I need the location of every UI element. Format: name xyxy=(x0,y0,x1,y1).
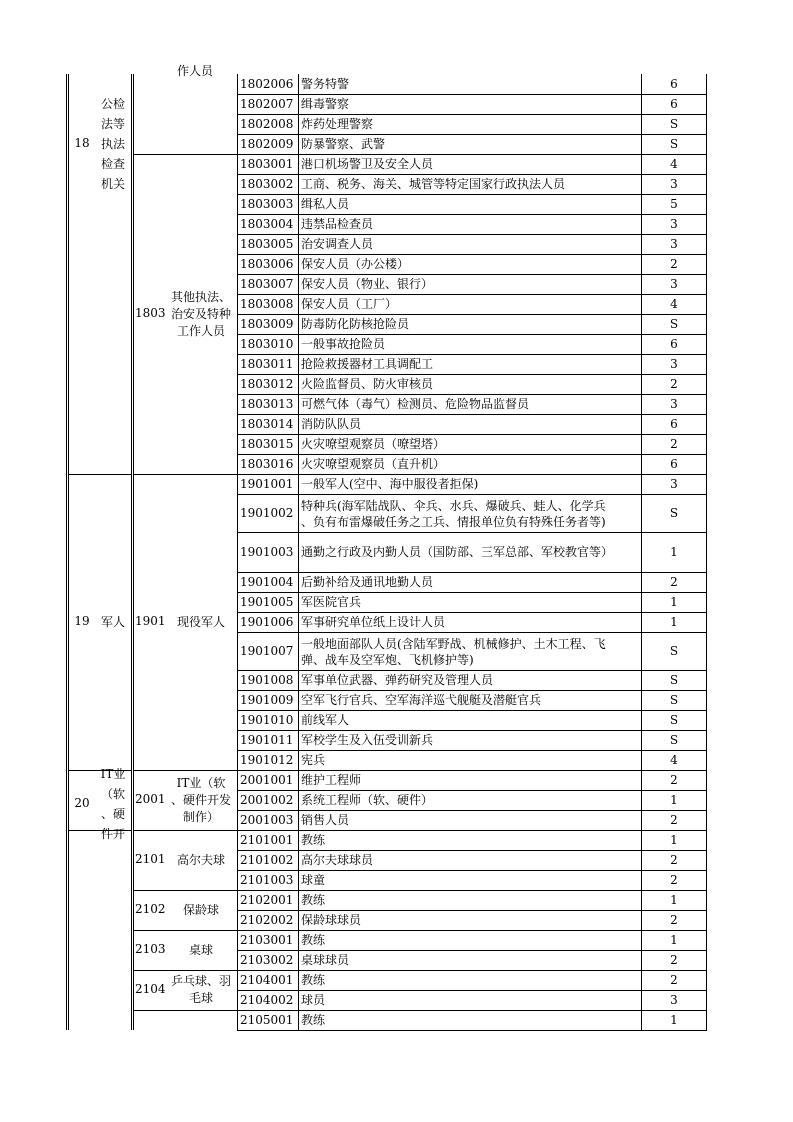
row-level: 1 xyxy=(670,832,678,847)
row-code: 1901009 xyxy=(240,692,294,707)
subcategory-divider xyxy=(133,830,238,831)
row-line xyxy=(237,434,707,435)
subcategory-divider xyxy=(133,770,238,771)
row-line xyxy=(237,114,707,115)
row-level: 1 xyxy=(670,594,678,609)
row-line xyxy=(237,1030,707,1031)
row-level: 4 xyxy=(670,296,678,311)
row-code: 1901010 xyxy=(240,712,294,727)
row-code: 1901006 xyxy=(240,614,294,629)
col-line-right xyxy=(706,74,707,1030)
subcategory-name-partial: 作人员 xyxy=(176,64,213,78)
row-code: 1803005 xyxy=(240,236,294,251)
row-line xyxy=(237,870,707,871)
row-name: 维护工程师 xyxy=(301,772,362,787)
row-level: 1 xyxy=(670,892,678,907)
row-code: 1803016 xyxy=(240,456,294,471)
row-line xyxy=(237,394,707,395)
row-level: 2 xyxy=(670,872,678,887)
category-code: 20 xyxy=(74,796,90,810)
row-name: 桌球球员 xyxy=(301,952,350,967)
row-level: 3 xyxy=(670,216,678,231)
outer-line-left-inner xyxy=(68,74,69,1030)
subcategory-code: 2104 xyxy=(135,982,166,996)
row-name: 系统工程师（软、硬件） xyxy=(301,792,434,807)
row-line xyxy=(237,254,707,255)
row-name: 教练 xyxy=(301,832,326,847)
subcategory-name: 高尔夫球 xyxy=(176,852,225,867)
row-level: S xyxy=(669,136,679,151)
row-code: 1901012 xyxy=(240,752,294,767)
category-code: 19 xyxy=(74,614,90,628)
row-code: 2104001 xyxy=(240,972,294,987)
row-level: 2 xyxy=(670,952,678,967)
row-name: 军校学生及入伍受训新兵 xyxy=(301,732,434,747)
category-line-right-inner xyxy=(133,74,134,1030)
category-code: 18 xyxy=(74,136,90,150)
row-code: 1803004 xyxy=(240,216,294,231)
row-level: S xyxy=(669,316,679,331)
row-name: 教练 xyxy=(301,932,326,947)
row-name: 火灾嘹望观察员（嘹望塔） xyxy=(301,436,446,451)
row-level: 2 xyxy=(670,574,678,589)
row-code: 2101002 xyxy=(240,852,294,867)
row-level: S xyxy=(669,672,679,687)
row-line xyxy=(237,930,707,931)
row-level: 3 xyxy=(670,276,678,291)
row-level: 3 xyxy=(670,992,678,1007)
row-code: 2101003 xyxy=(240,872,294,887)
row-line xyxy=(237,830,707,831)
row-line xyxy=(237,294,707,295)
row-code: 1802006 xyxy=(240,76,294,91)
row-level: S xyxy=(669,692,679,707)
row-level: 2 xyxy=(670,436,678,451)
row-line xyxy=(237,454,707,455)
subcategory-name: 保龄球 xyxy=(182,902,219,917)
row-name: 保安人员（物业、银行） xyxy=(301,276,434,291)
row-name: 教练 xyxy=(301,892,326,907)
row-name: 炸药处理警察 xyxy=(301,116,374,131)
subcategory-divider xyxy=(133,970,238,971)
row-code: 1803007 xyxy=(240,276,294,291)
row-line xyxy=(237,970,707,971)
row-line xyxy=(237,810,707,811)
row-line xyxy=(237,690,707,691)
row-line xyxy=(237,334,707,335)
category-name: IT业 （软 、硬 件开 xyxy=(100,767,126,841)
row-code: 1803012 xyxy=(240,376,294,391)
outer-line-left xyxy=(66,74,67,1030)
row-code: 1901007 xyxy=(240,643,294,658)
row-level: 2 xyxy=(670,812,678,827)
row-level: S xyxy=(669,116,679,131)
row-name: 缉毒警察 xyxy=(301,96,350,111)
row-code: 1802008 xyxy=(240,116,294,131)
subcategory-divider xyxy=(133,1010,238,1011)
row-name: 教练 xyxy=(301,1012,326,1027)
row-line xyxy=(237,94,707,95)
row-line xyxy=(237,354,707,355)
row-name: 防暴警察、武警 xyxy=(301,136,386,151)
subcategory-code: 2102 xyxy=(135,902,166,916)
row-level: 6 xyxy=(670,456,678,471)
row-name: 抢险救援器材工具调配工 xyxy=(301,356,434,371)
row-name: 工商、税务、海关、城管等特定国家行政执法人员 xyxy=(301,176,566,191)
row-code: 2103002 xyxy=(240,952,294,967)
row-level: 6 xyxy=(670,76,678,91)
row-code: 1901003 xyxy=(240,544,294,559)
row-name: 治安调查人员 xyxy=(301,236,374,251)
row-name: 销售人员 xyxy=(301,812,350,827)
row-level: 1 xyxy=(670,792,678,807)
row-level: 4 xyxy=(670,752,678,767)
subcategory-name: 乒乓球、羽 毛球 xyxy=(170,974,231,1005)
row-line xyxy=(237,494,707,495)
row-level: 2 xyxy=(670,772,678,787)
row-name: 军医院官兵 xyxy=(301,594,362,609)
row-level: 1 xyxy=(670,544,678,559)
row-name: 军事研究单位纸上设计人员 xyxy=(301,614,446,629)
row-level: 6 xyxy=(670,336,678,351)
row-code: 1901011 xyxy=(240,732,294,747)
subcategory-divider xyxy=(133,890,238,891)
row-name: 消防队队员 xyxy=(301,416,362,431)
row-code: 2001003 xyxy=(240,812,294,827)
row-name: 高尔夫球球员 xyxy=(301,852,374,867)
subcategory-divider xyxy=(133,154,238,155)
row-line xyxy=(237,990,707,991)
row-level: 2 xyxy=(670,912,678,927)
row-name: 空军飞行官兵、空军海洋巡弋舰艇及潜艇官兵 xyxy=(301,692,542,707)
row-line xyxy=(237,710,707,711)
row-line xyxy=(237,374,707,375)
category-line-right xyxy=(131,74,132,1030)
row-code: 1802007 xyxy=(240,96,294,111)
row-line xyxy=(237,214,707,215)
row-name: 防毒防化防核抢险员 xyxy=(301,316,410,331)
row-level: S xyxy=(669,505,679,520)
row-line xyxy=(237,632,707,633)
row-line xyxy=(237,194,707,195)
row-name: 教练 xyxy=(301,972,326,987)
row-name: 特种兵(海军陆战队、伞兵、水兵、爆破兵、蛙人、化学兵 、负有布雷爆破任务之工兵、情报单位负有特殊任务者等) xyxy=(301,499,606,529)
row-level: S xyxy=(669,643,679,658)
row-level: 3 xyxy=(670,356,678,371)
row-level: 2 xyxy=(670,376,678,391)
subcategory-code: 1901 xyxy=(135,614,166,628)
subcategory-code: 1803 xyxy=(135,306,166,320)
row-level: 3 xyxy=(670,176,678,191)
row-line xyxy=(237,314,707,315)
row-level: 2 xyxy=(670,852,678,867)
row-line xyxy=(237,174,707,175)
row-code: 2102002 xyxy=(240,912,294,927)
row-line xyxy=(237,532,707,533)
row-code: 1803014 xyxy=(240,416,294,431)
row-code: 1803008 xyxy=(240,296,294,311)
row-name: 保安人员（办公楼） xyxy=(301,256,410,271)
row-name: 一般地面部队人员(含陆军野战、机械修护、土木工程、飞 弹、战车及空军炮、飞机修护等) xyxy=(301,637,606,667)
category-divider xyxy=(68,474,131,475)
row-line xyxy=(237,572,707,573)
row-level: 2 xyxy=(670,972,678,987)
subcategory-name: 其他执法、 治安及特种 工作人员 xyxy=(170,289,231,338)
row-code: 2103001 xyxy=(240,932,294,947)
subcategory-code: 2101 xyxy=(135,852,166,866)
row-line xyxy=(237,274,707,275)
row-name: 缉私人员 xyxy=(301,196,350,211)
row-code: 1901002 xyxy=(240,505,294,520)
row-code: 2001002 xyxy=(240,792,294,807)
row-line xyxy=(237,1010,707,1011)
category-name: 军人 xyxy=(100,615,125,629)
row-name: 一般事故抢险员 xyxy=(301,336,386,351)
row-level: 1 xyxy=(670,932,678,947)
subcategory-divider xyxy=(133,930,238,931)
row-code: 1901005 xyxy=(240,594,294,609)
row-code: 2104002 xyxy=(240,992,294,1007)
row-level: 3 xyxy=(670,476,678,491)
row-code: 1901001 xyxy=(240,476,294,491)
subcategory-name: 桌球 xyxy=(188,942,213,957)
row-line xyxy=(237,910,707,911)
row-level: 3 xyxy=(670,236,678,251)
row-code: 1901008 xyxy=(240,672,294,687)
row-name: 港口机场警卫及安全人员 xyxy=(301,156,434,171)
row-level: 4 xyxy=(670,156,678,171)
subcategory-code: 2001 xyxy=(135,792,166,806)
row-level: S xyxy=(669,732,679,747)
row-line xyxy=(237,154,707,155)
row-line xyxy=(237,730,707,731)
row-line xyxy=(237,134,707,135)
row-name: 违禁品检查员 xyxy=(301,216,374,231)
row-line xyxy=(237,670,707,671)
row-name: 一般军人(空中、海中服役者拒保) xyxy=(301,476,479,491)
row-code: 2105001 xyxy=(240,1012,294,1027)
row-code: 1803015 xyxy=(240,436,294,451)
row-code: 2101001 xyxy=(240,832,294,847)
row-line xyxy=(237,850,707,851)
row-level: 6 xyxy=(670,96,678,111)
subcategory-name: 现役军人 xyxy=(176,614,225,629)
row-code: 1803006 xyxy=(240,256,294,271)
row-code: 2001001 xyxy=(240,772,294,787)
row-line xyxy=(237,890,707,891)
row-level: 6 xyxy=(670,416,678,431)
row-line xyxy=(237,414,707,415)
row-code: 1803003 xyxy=(240,196,294,211)
row-code: 1803011 xyxy=(240,356,294,371)
row-line xyxy=(237,750,707,751)
row-name: 球童 xyxy=(301,872,326,887)
row-name: 保安人员（工厂） xyxy=(301,296,398,311)
row-code: 1803002 xyxy=(240,176,294,191)
row-line xyxy=(237,474,707,475)
row-name: 火灾嘹望观察员（直升机） xyxy=(301,456,446,471)
row-name: 警务特警 xyxy=(301,76,350,91)
row-level: 1 xyxy=(670,614,678,629)
row-code: 1803010 xyxy=(240,336,294,351)
row-name: 可燃气体（毒气）检测员、危险物品监督员 xyxy=(301,396,530,411)
row-name: 球员 xyxy=(301,992,326,1007)
subcategory-code: 2103 xyxy=(135,942,166,956)
row-code: 1803013 xyxy=(240,396,294,411)
row-level: 5 xyxy=(670,196,678,211)
row-code: 1803001 xyxy=(240,156,294,171)
row-line xyxy=(237,612,707,613)
row-name: 后勤补给及通讯地勤人员 xyxy=(301,574,434,589)
row-line xyxy=(237,790,707,791)
row-level: S xyxy=(669,712,679,727)
row-line xyxy=(237,592,707,593)
row-level: 1 xyxy=(670,1012,678,1027)
subcategory-divider xyxy=(133,474,238,475)
row-name: 保龄球球员 xyxy=(301,912,362,927)
row-level: 2 xyxy=(670,256,678,271)
row-line xyxy=(237,234,707,235)
row-code: 1901004 xyxy=(240,574,294,589)
row-code: 1802009 xyxy=(240,136,294,151)
row-code: 2102001 xyxy=(240,892,294,907)
row-code: 1803009 xyxy=(240,316,294,331)
row-level: 3 xyxy=(670,396,678,411)
row-name: 火险监督员、防火审核员 xyxy=(301,376,434,391)
row-name: 前线军人 xyxy=(301,712,350,727)
row-name: 军事单位武器、弹药研究及管理人员 xyxy=(301,672,494,687)
row-line xyxy=(237,770,707,771)
row-name: 通勤之行政及内勤人员（国防部、三军总部、军校教官等） xyxy=(301,544,614,559)
category-name: 公检 法等 执法 检查 机关 xyxy=(100,97,125,191)
row-line xyxy=(237,950,707,951)
subcategory-name: IT业（软 、硬件开发 制作） xyxy=(170,775,231,824)
row-name: 宪兵 xyxy=(301,752,326,767)
